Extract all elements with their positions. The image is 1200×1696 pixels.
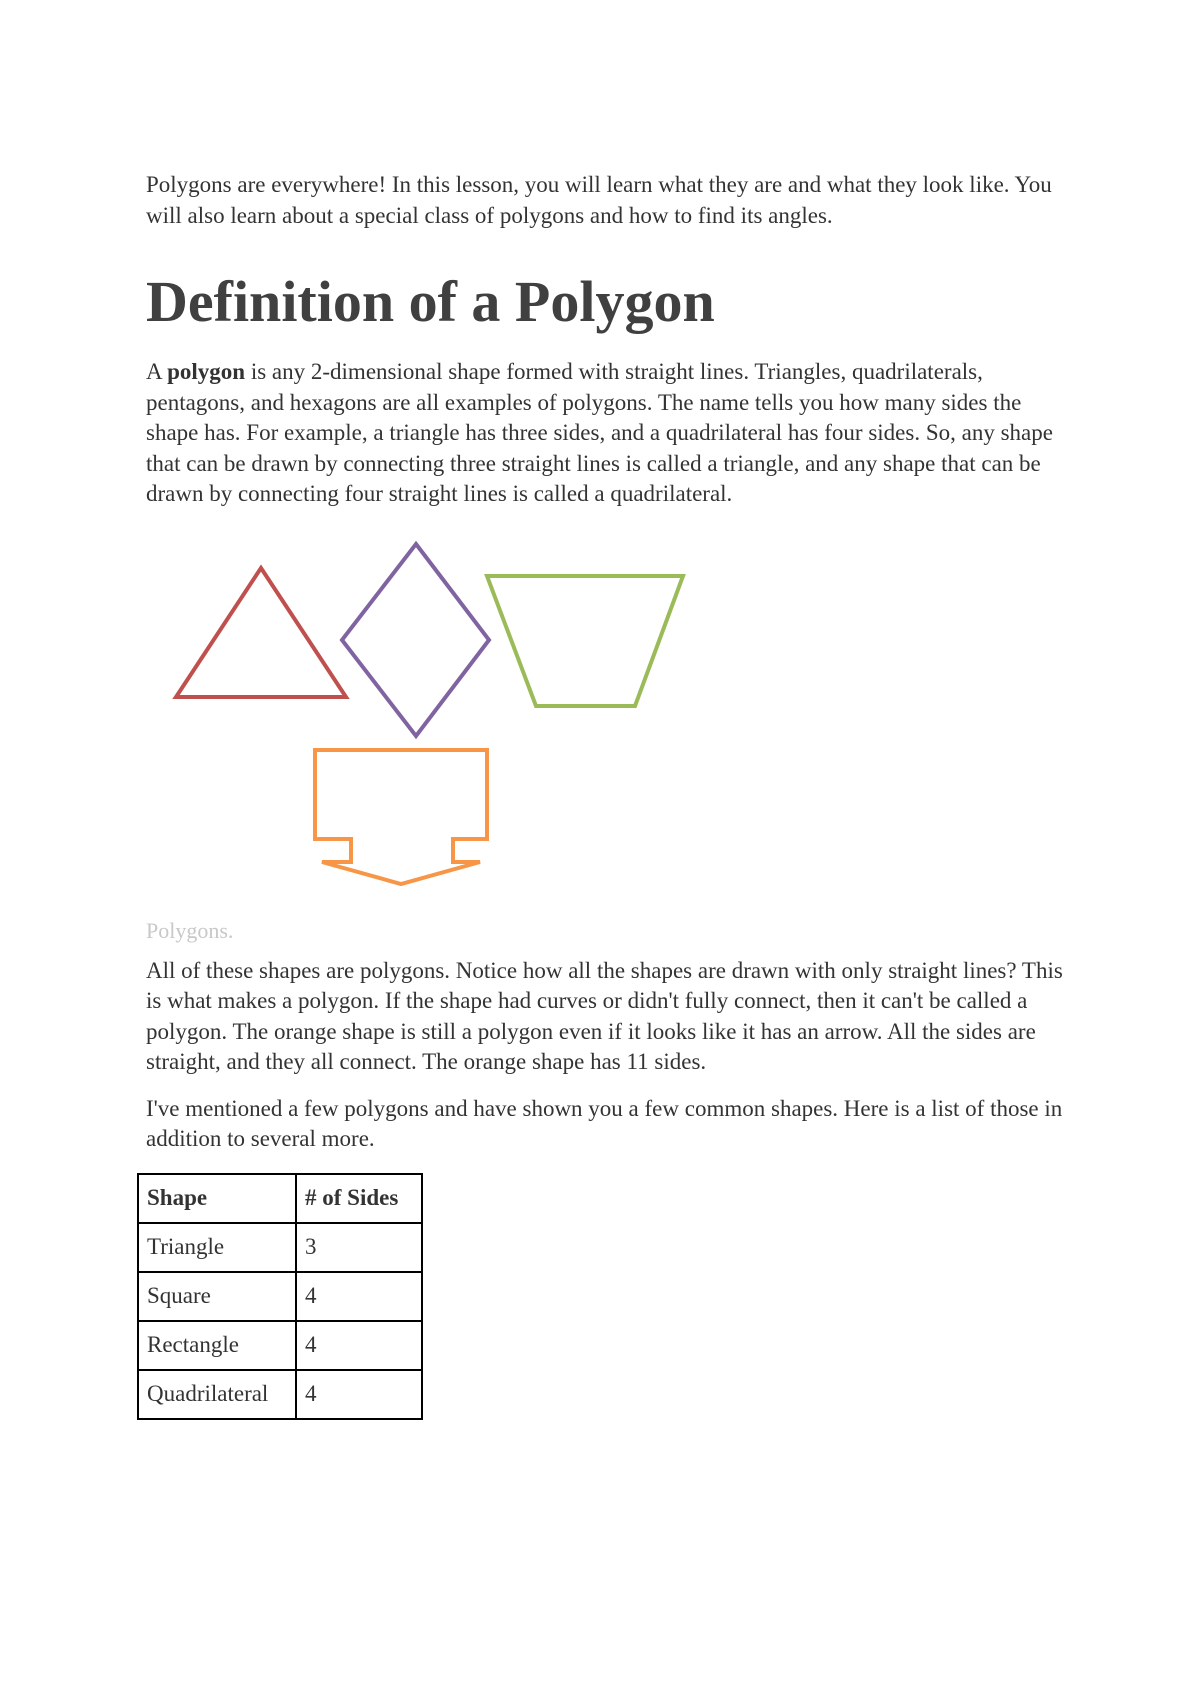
- figure-caption: Polygons.: [146, 917, 234, 943]
- definition-paragraph: [146, 357, 1066, 510]
- cell-shape: Square: [138, 1272, 296, 1321]
- header-shape: Shape: [138, 1174, 296, 1223]
- cell-shape: Quadrilateral: [138, 1370, 296, 1419]
- table-row: [138, 1223, 422, 1272]
- table-header-row: [138, 1174, 422, 1223]
- definition-lead: A: [146, 359, 168, 384]
- document-page: [146, 170, 1066, 1420]
- cell-sides: 4: [296, 1370, 422, 1419]
- polygon-term: polygon: [167, 359, 246, 384]
- definition-rest: is any 2-dimensional shape formed with straight lines. Triangles, quadrilaterals, pentagons, and hexagons are all examples of polygons. The name tells you how many sides the shape has. For example, a triangle has three sides, and a quadrilateral has four sides. So, any shape that can be drawn by connecting three straight lines is called a triangle, and any shape that can be drawn by connecting four straight lines is called a quadrilateral.: [146, 359, 1053, 506]
- cell-shape: Triangle: [138, 1223, 296, 1272]
- table-row: [138, 1370, 422, 1419]
- cell-sides: 3: [296, 1223, 422, 1272]
- polygons-illustration: [146, 532, 866, 902]
- table-row: [138, 1272, 422, 1321]
- red-triangle: [176, 568, 346, 697]
- cell-shape: Rectangle: [138, 1321, 296, 1370]
- explanation-paragraph: All of these shapes are polygons. Notice how all the shapes are drawn with only straight lines? This is what makes a polygon. If the shape had curves or didn't fully connect, then it can't be called a polygon. The orange shape is still a polygon even if it looks like it has an arrow. All the sides are straight, and they all connect. The orange shape has 11 sides.: [146, 957, 1063, 1074]
- polygon-sides-table: [137, 1173, 423, 1420]
- list-intro-paragraph: I've mentioned a few polygons and have shown you a few common shapes. Here is a list of those in addition to several more.: [146, 1095, 1063, 1151]
- intro-paragraph: Polygons are everywhere! In this lesson, you will learn what they are and what they look like. You will also learn about a special class of polygons and how to find its angles.: [146, 172, 1052, 228]
- table-row: [138, 1321, 422, 1370]
- cell-sides: 4: [296, 1272, 422, 1321]
- cell-sides: 4: [296, 1321, 422, 1370]
- green-trapezoid: [487, 576, 683, 706]
- header-sides: # of Sides: [296, 1174, 422, 1223]
- section-heading: Definition of a Polygon: [146, 269, 715, 334]
- polygons-figure: [146, 532, 866, 902]
- purple-rhombus: [342, 544, 489, 736]
- orange-arrow-polygon: [315, 750, 487, 884]
